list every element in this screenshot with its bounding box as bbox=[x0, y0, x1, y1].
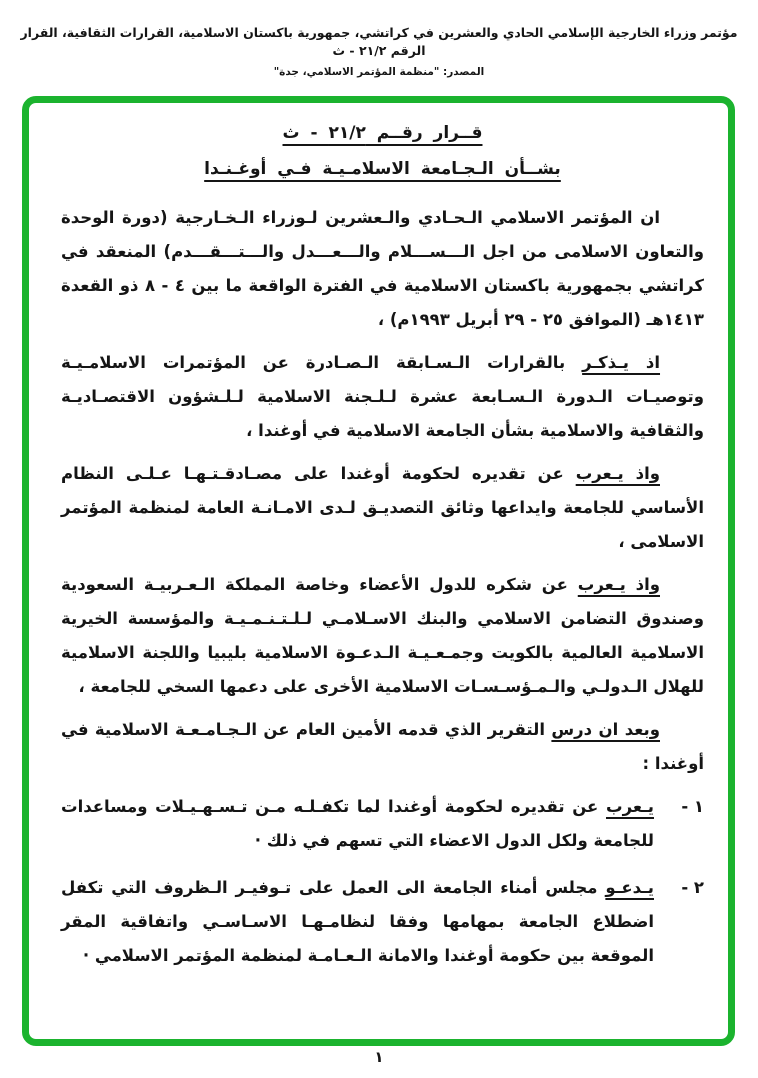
paragraph-text: بالقرارات الـسـابقة الـصـادرة عن المؤتمرات الاسلامـيـة وتوصيـات الـدورة الـسـابعة عشرة لـلـجنة الاسلامية لـلـشؤون الاقتصـاديـة والثقافية والاسلامية بشأن الجامعة الاسلامية في أوغندا ، bbox=[61, 353, 704, 440]
conference-title-line: مؤتمر وزراء الخارجية الإسلامي الحادي والعشرين في كراتشي، جمهورية باكستان الاسلامية، القرارات الثقافية، القرار الرقم ٢١/٢ - ث bbox=[20, 25, 738, 59]
item-body: مجلس أمناء الجامعة الى العمل على تـوفيـر الـظروف التي تكفل اضطلاع الجامعة بمهامها وفقا لنظامـهـا الاسـاسـي واتفاقية المقر الموقعة بين حكومة أوغندا والامانة الـعـامـة لمنظمة المؤتمر الاسلامي · bbox=[61, 878, 654, 965]
resolution-subject-text: بشــأن الـجـامعة الاسلامـيـة فـي أوغـنـدا bbox=[204, 159, 561, 179]
resolution-number-text: قــرار رقــم ٢١/٢ - ث bbox=[282, 123, 483, 143]
item-text bbox=[61, 871, 654, 973]
resolution-subject-title bbox=[61, 151, 704, 187]
paragraph-text: ان المؤتمر الاسلامي الـحـادي والـعشرين لـوزراء الـخـارجية (دورة الوحدة والتعاون الاسلامى من اجل الـــســـلام والـــعـــدل والـــتـــقـــدم) المنعقد في كراتشي بجمهورية باكستان الاسلامية في الفترة الواقعة ما بين ٤ - ٨ ذو القعدة ١٤١٣هـ (الموافق ٢٥ - ٢٩ أبريل ١٩٩٣م) ، bbox=[61, 208, 705, 329]
item-number: - ٢ bbox=[681, 878, 704, 897]
preamble-paragraph bbox=[61, 713, 704, 781]
paragraph-text: عن شكره للدول الأعضاء وخاصة المملكة الـعـربيـة السعودية وصندوق التضامن الاسلامي والبنك الاسـلامـي لـلـتـنـمـيـة والمؤسسة الخيرية الاسلامية العالمية بالكويت وجمـعـيـة الـدعـوة الاسلامية بليبيا واللجنة الاسلامية للهلال الـدولـي والـمـؤسـسـات الاسلامية الأخرى على دعمها السخي للجامعة ، bbox=[61, 575, 704, 696]
resolution-title-block bbox=[61, 115, 704, 187]
preamble-paragraph bbox=[61, 457, 704, 559]
preamble-paragraph bbox=[61, 568, 704, 704]
item-lead: يـدعـو bbox=[605, 878, 654, 897]
document-frame bbox=[22, 96, 735, 1046]
item-lead: يـعرب bbox=[606, 797, 654, 816]
preamble-paragraph bbox=[61, 346, 704, 448]
document-header bbox=[12, 24, 746, 78]
paragraph-lead: واذ يـعرب bbox=[577, 575, 660, 594]
source-value: "منظمة المؤتمر الاسلامي، جدة" bbox=[273, 66, 440, 79]
resolution-item bbox=[61, 871, 704, 973]
source-line bbox=[12, 66, 746, 78]
item-number: - ١ bbox=[681, 797, 704, 816]
preamble-paragraph bbox=[61, 201, 704, 337]
paragraph-lead: اذ يـذكـر bbox=[582, 353, 661, 372]
page-number: ١ bbox=[374, 1048, 384, 1066]
resolution-number-title bbox=[61, 115, 704, 151]
paragraph-lead: وبعد ان درس bbox=[551, 720, 660, 739]
paragraph-text: عن تقديره لحكومة أوغندا على مصـادقـتـهـا عـلـى النظام الأساسي للجامعة وايداعها وثائق التصديـق لـدى الامـانـة العامة لمنظمة المؤتمر الاسلامى ، bbox=[61, 464, 704, 551]
item-text bbox=[61, 790, 654, 858]
paragraph-lead: واذ يـعرب bbox=[575, 464, 660, 483]
resolution-items bbox=[61, 790, 704, 973]
item-body: عن تقديره لحكومة أوغندا لما تكفـلـه مـن تـسـهـيـلات ومساعدات للجامعة ولكل الدول الاعضاء التي تسهم في ذلك · bbox=[61, 797, 654, 850]
resolution-item bbox=[61, 790, 704, 858]
source-label: المصدر: bbox=[443, 66, 485, 79]
paragraph-text: التقرير الذي قدمه الأمين العام عن الـجـامـعـة الاسلامية في أوغندا : bbox=[61, 720, 704, 773]
